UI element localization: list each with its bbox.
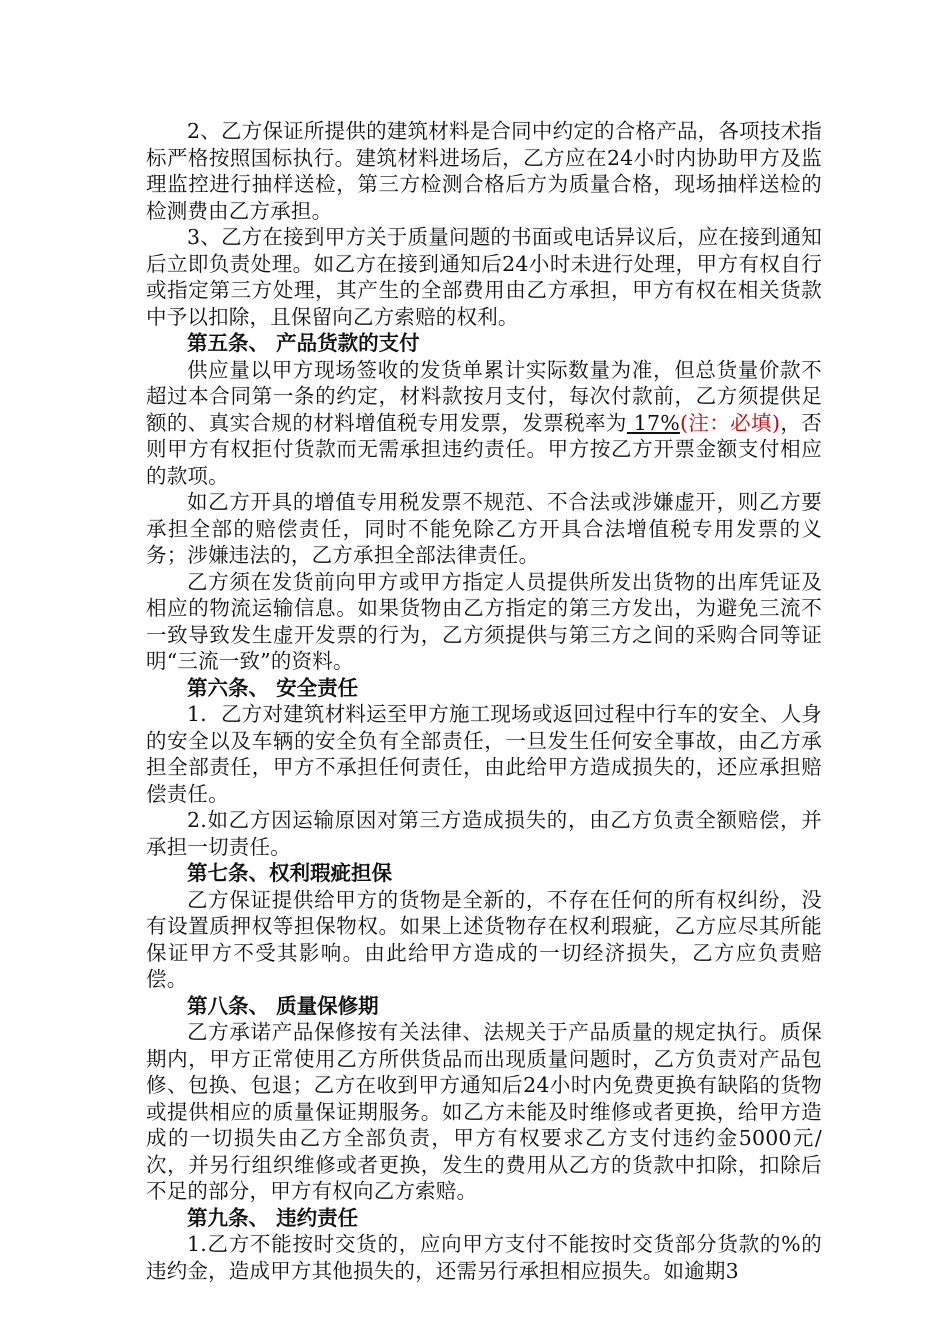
required-note: (注：必填) [679,410,781,435]
article5-paragraph1-text: 供应量以甲方现场签收的发货单累计实际数量为准，但总货量价款不超过本合同第一条的约定，材料款按月支付，每次付款前，乙方须提供足额的、真实合规的材料增值税专用发票，发票税率为 [146,357,822,435]
article9-title: 第九条、 违约责任 [187,1205,359,1230]
article5-paragraph1 [146,357,822,490]
tax-rate-value: 17% [626,410,680,435]
article7-title: 第七条、权利瑕疵担保 [187,861,392,885]
article5-paragraph1-tail: ，否则甲方有权拒付货款而无需承担违约责任。甲方按乙方开票金额支付相应的款项。 [146,410,822,488]
article7-paragraph: 乙方保证提供给甲方的货物是全新的，不存在任何的所有权纠纷，没有设置质押权等担保物权。如果上述货物存在权利瑕疵，乙方应尽其所能保证甲方不受其影响。由此给甲方造成的一切经济损失，乙方应负责赔偿。 [146,887,822,991]
article5-title: 第五条、 产品货款的支付 [187,331,420,355]
article5-paragraph3: 乙方须在发货前向甲方或甲方指定人员提供所发出货物的出库凭证及相应的物流运输信息。如果货物由乙方指定的第三方发出，为避免三流不一致导致发生虚开发票的行为，乙方须提供与第三方之间的采购合同等证明“三流一致”的资料。 [146,569,822,673]
article8-title: 第八条、 质量保修期 [187,993,379,1018]
article4-clause3: 3、乙方在接到甲方关于质量问题的书面或电话异议后，应在接到通知后立即负责处理。如乙方在接到通知后24小时未进行处理，甲方有权自行或指定第三方处理，其产生的全部费用由乙方承担，甲方有权在相关货款中予以扣除，且保留向乙方索赔的权利。 [146,225,822,329]
article4-clause2: 2、乙方保证所提供的建筑材料是合同中约定的合格产品，各项技术指标严格按照国标执行。建筑材料进场后，乙方应在24小时内协助甲方及监理监控进行抽样送检，第三方检测合格后方为质量合格，现场抽样送检的检测费由乙方承担。 [146,119,822,223]
article6-title: 第六条、 安全责任 [187,675,359,700]
contract-page [146,118,822,1284]
article8-paragraph: 乙方承诺产品保修按有关法律、法规关于产品质量的规定执行。质保期内，甲方正常使用乙方所供货品而出现质量问题时，乙方负责对产品包修、包换、包退；乙方在收到甲方通知后24小时内免费更换有缺陷的货物或提供相应的质量保证期服务。如乙方未能及时维修或者更换，给甲方造成的一切损失由乙方全部负责，甲方有权要求乙方支付违约金5000元/次，并另行组织维修或者更换，发生的费用从乙方的货款中扣除，扣除后不足的部分，甲方有权向乙方索赔。 [146,1020,822,1203]
article6-clause2: 2.如乙方因运输原因对第三方造成损失的，由乙方负责全额赔偿，并承担一切责任。 [146,808,822,859]
article6-clause1: 1．乙方对建筑材料运至甲方施工现场或返回过程中行车的安全、人身的安全以及车辆的安全负有全部责任，一旦发生任何安全事故，由乙方承担全部责任，甲方不承担任何责任，由此给甲方造成损失的，还应承担赔偿责任。 [146,702,822,806]
article9-clause1: 1.乙方不能按时交货的，应向甲方支付不能按时交货部分货款的%的违约金，造成甲方其他损失的，还需另行承担相应损失。如逾期3 [146,1232,822,1283]
article5-paragraph2: 如乙方开具的增值专用税发票不规范、不合法或涉嫌虚开，则乙方要承担全部的赔偿责任，同时不能免除乙方开具合法增值税专用发票的义务；涉嫌违法的，乙方承担全部法律责任。 [146,490,822,567]
